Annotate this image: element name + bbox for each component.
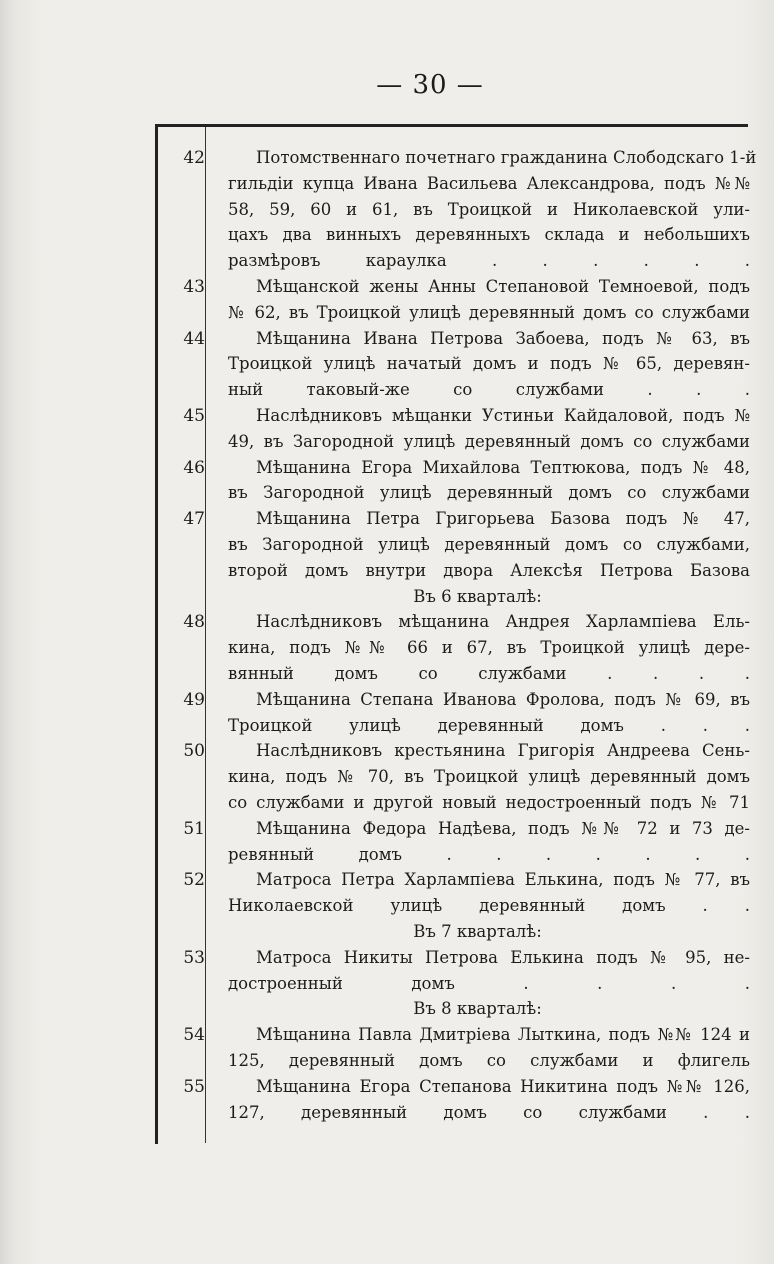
entry-number: 43 — [183, 277, 205, 297]
entry-number: 46 — [183, 457, 205, 478]
entry-text-line: ревянный домъ . . . . . . . — [228, 844, 750, 864]
entry-number: 55 — [183, 1076, 205, 1097]
entry-number: 49 — [183, 689, 205, 710]
entry-text-line: 127, деревянный домъ со службами . . — [228, 1102, 750, 1122]
entry-text-line: Мѣщанина Федора Надѣева, подъ №№ 72 и 73 де- — [256, 818, 750, 838]
entry-text-line: Мѣщанина Егора Степанова Никитина подъ №№ 126, — [256, 1076, 750, 1096]
entry-number: 48 — [183, 612, 205, 633]
entry-text-line: Наслѣдниковъ мѣщанина Андрея Харлампіева Ель- — [256, 612, 750, 632]
entry-text-line: Матроса Никиты Петрова Елькина подъ № 95, не- — [256, 947, 750, 967]
page-number: — 30 — — [376, 70, 484, 100]
quarter-heading: Въ 8 кварталѣ: — [413, 999, 542, 1019]
entry-text-line: Николаевской улицѣ деревянный домъ . . — [228, 896, 750, 916]
entry-text-line: размѣровъ караулка . . . . . . — [228, 251, 750, 271]
entry-text-line: цахъ два винныхъ деревянныхъ склада и небольшихъ — [228, 225, 750, 245]
entry-number: 53 — [183, 947, 205, 968]
entry-text-line: Матроса Петра Харлампіева Елькина, подъ № 77, въ — [256, 870, 750, 890]
quarter-heading: Въ 6 кварталѣ: — [413, 586, 542, 606]
column-separator — [205, 127, 206, 1143]
entry-text-line: 58, 59, 60 и 61, въ Троицкой и Николаевской ули- — [228, 199, 750, 219]
entry-text-line: вянный домъ со службами . . . . — [228, 664, 750, 683]
entry-text-line: Троицкой улицѣ деревянный домъ . . . — [228, 715, 750, 735]
entry-number: 50 — [183, 741, 205, 762]
entry-text-line: Мѣщанина Ивана Петрова Забоева, подъ № 63, въ — [256, 328, 750, 348]
entry-text-line: въ Загородной улицѣ деревянный домъ со службами, — [228, 535, 750, 554]
entry-text-line: Мѣщанина Степана Иванова Фролова, подъ № 69, въ — [256, 689, 750, 709]
entry-text-line: Наслѣдниковъ мѣщанки Устиньи Кайдаловой, подъ № — [256, 406, 750, 425]
entry-text-line: № 62, въ Троицкой улицѣ деревянный домъ со службами — [228, 302, 750, 322]
entry-text-line: кина, подъ № 70, въ Троицкой улицѣ деревянный домъ — [228, 767, 750, 787]
entry-text-line: гильдіи купца Ивана Васильева Александрова, подъ №№ — [228, 173, 750, 193]
entry-text-line: Потомственнаго почетнаго гражданина Слободскаго 1-й — [256, 148, 757, 167]
entry-number: 47 — [183, 509, 205, 530]
entry-text-line: Мѣщанина Павла Дмитріева Лыткина, подъ №№ 124 и — [256, 1025, 750, 1045]
entry-text-line: второй домъ внутри двора Алексѣя Петрова Базова — [228, 560, 750, 580]
entry-text-line: 49, въ Загородной улицѣ деревянный домъ со службами — [228, 431, 750, 451]
entry-number: 51 — [183, 818, 205, 839]
entry-number: 45 — [183, 406, 205, 426]
entry-number: 52 — [183, 870, 205, 891]
entry-text-line: Мѣщанина Петра Григорьева Базова подъ № 47, — [256, 509, 750, 529]
entry-number: 44 — [183, 328, 205, 349]
entry-number: 54 — [183, 1025, 205, 1046]
entry-text-line: Троицкой улицѣ начатый домъ и подъ № 65, деревян- — [228, 354, 750, 374]
entry-text-line: Мѣщанской жены Анны Степановой Темноевой, подъ — [256, 277, 750, 296]
entry-text-line: Мѣщанина Егора Михайлова Тептюкова, подъ № 48, — [256, 457, 750, 477]
entry-text-line: достроенный домъ . . . . — [228, 973, 750, 993]
entry-text-line: со службами и другой новый недостроенный подъ № 71 — [228, 793, 750, 812]
entry-text-line: ный таковый-же со службами . . . — [228, 380, 750, 400]
entry-number: 42 — [183, 148, 205, 168]
quarter-heading: Въ 7 кварталѣ: — [413, 922, 542, 941]
entry-text-line: Наслѣдниковъ крестьянина Григорія Андреева Сень- — [256, 741, 750, 761]
entry-text-line: кина, подъ №№ 66 и 67, въ Троицкой улицѣ дере- — [228, 638, 750, 658]
entry-text-line: 125, деревянный домъ со службами и флигель — [228, 1051, 750, 1070]
entry-text-line: въ Загородной улицѣ деревянный домъ со службами — [228, 483, 750, 503]
table-top-rule — [155, 124, 748, 127]
